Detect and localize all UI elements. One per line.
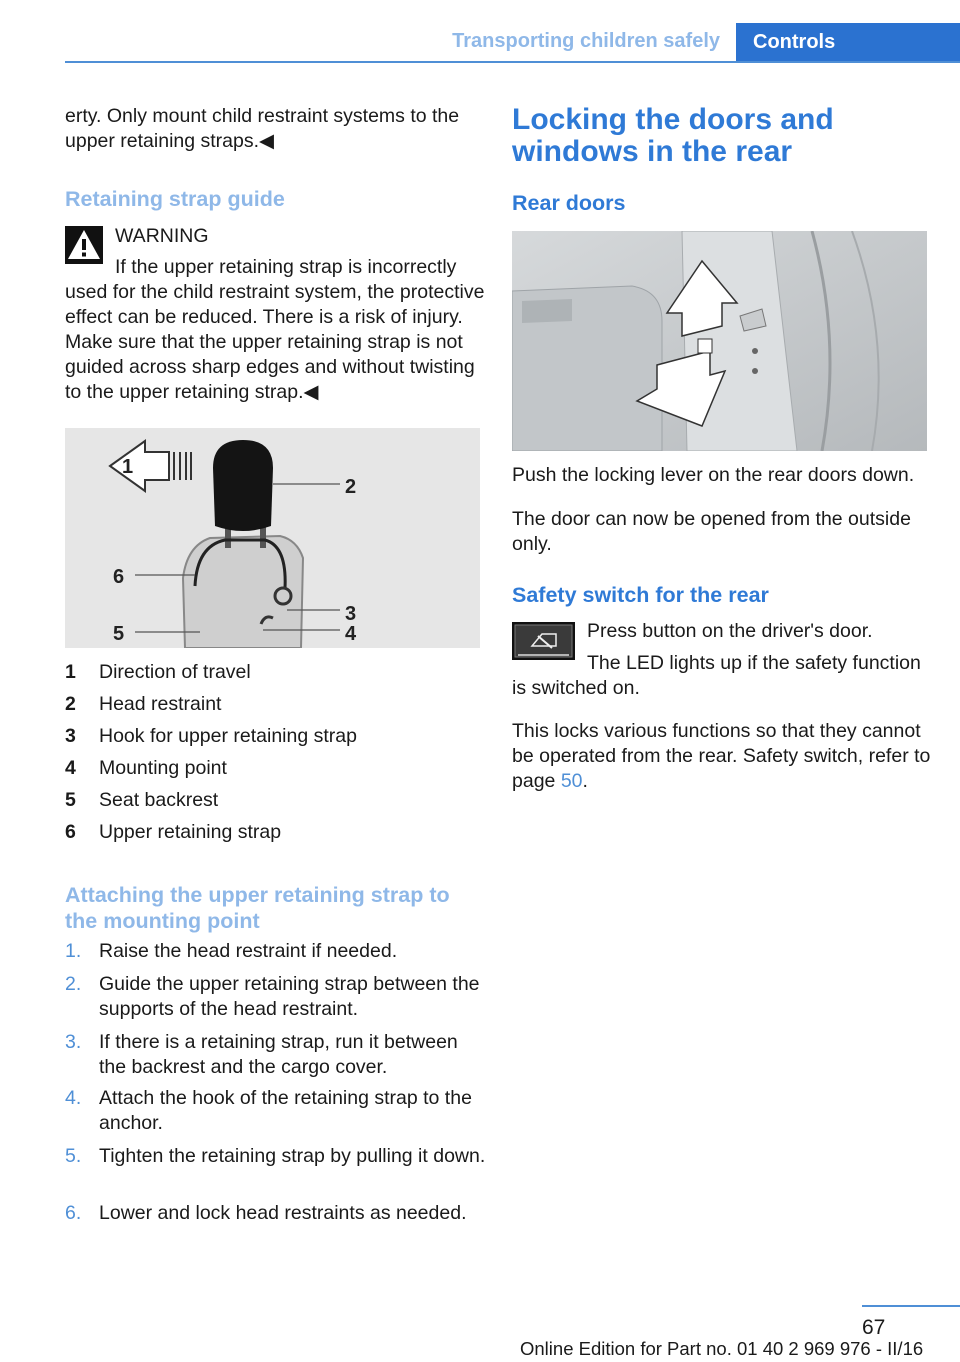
legend-text: Hook for upper retaining strap <box>99 725 357 747</box>
door-open-text: The door can now be opened from the outside only. <box>512 508 911 555</box>
callout-2: 2 <box>345 476 357 498</box>
callout-4: 4 <box>345 623 357 645</box>
legend-number: 2 <box>65 693 76 715</box>
step-number: 6. <box>65 1202 82 1224</box>
safety-switch-heading: Safety switch for the rear <box>512 583 769 607</box>
callout-1: 1 <box>122 456 134 478</box>
step-number: 5. <box>65 1145 82 1167</box>
warning-text: If the upper retaining strap is incorrectly used for the child restraint system, the protective effect can be reduced. There is a risk of injury. Make sure that the upper retaining strap is not guided across sharp edges and without twisting to the upper retaining strap.◀ <box>65 256 485 403</box>
locks-functions-text <box>512 719 932 794</box>
push-lever-text: Push the locking lever on the rear doors down. <box>512 464 915 486</box>
running-header-section: Transporting children safely <box>452 30 720 52</box>
callout-3: 3 <box>345 603 357 625</box>
header-rule <box>65 61 960 63</box>
strap-guide-heading: Retaining strap guide <box>65 187 285 211</box>
step-text: Tighten the retaining strap by pulling it down. <box>99 1145 486 1167</box>
step-number: 4. <box>65 1087 82 1109</box>
legend-number: 4 <box>65 757 76 779</box>
continued-paragraph: erty. Only mount child restraint systems to the upper retaining straps.◀ <box>65 105 460 152</box>
step-text: If there is a retaining strap, run it between the backrest and the cargo cover. <box>99 1031 458 1078</box>
legend-text: Upper retaining strap <box>99 821 282 843</box>
step-text: Guide the upper retaining strap between the supports of the head restraint. <box>99 973 480 1020</box>
step-text: Attach the hook of the retaining strap to the anchor. <box>99 1087 472 1134</box>
step-number: 1. <box>65 940 82 962</box>
locks-text: This locks various functions so that they cannot be operated from the rear. Safety switch, refer to page <box>512 720 931 792</box>
step-text: Lower and lock head restraints as needed. <box>99 1202 467 1224</box>
legend-text: Seat backrest <box>99 789 219 811</box>
legend-number: 3 <box>65 725 76 747</box>
callout-5: 5 <box>113 623 125 645</box>
head-restraint-figure <box>65 428 480 648</box>
locking-heading: Locking the doors and windows in the rear <box>512 103 834 168</box>
legend-text: Mounting point <box>99 757 227 779</box>
safety-switch-text-2: The LED lights up if the safety function is switched on. <box>512 652 921 699</box>
rear-doors-heading: Rear doors <box>512 191 626 215</box>
page-link[interactable]: 50 <box>560 770 583 792</box>
callout-6: 6 <box>113 566 125 588</box>
step-number: 3. <box>65 1031 82 1053</box>
safety-switch-text-1: Press button on the driver's door. <box>587 620 873 642</box>
step-number: 2. <box>65 973 82 995</box>
warning-title: WARNING <box>115 225 209 247</box>
running-header-tab: Controls <box>736 23 960 61</box>
step-text: Raise the head restraint if needed. <box>99 940 398 962</box>
attach-strap-heading: Attaching the upper retaining strap to the mounting point <box>65 883 450 933</box>
rear-door-figure <box>512 231 927 451</box>
locks-text-end: . <box>582 770 588 792</box>
legend-number: 1 <box>65 661 76 683</box>
legend-text: Direction of travel <box>99 661 251 683</box>
footer-edition: Online Edition for Part no. 01 40 2 969 976 - II/16 <box>520 1338 924 1359</box>
legend-number: 6 <box>65 821 76 843</box>
footer-rule <box>862 1305 960 1307</box>
legend-number: 5 <box>65 789 76 811</box>
page-number: 67 <box>862 1316 886 1339</box>
legend-text: Head restraint <box>99 693 222 715</box>
